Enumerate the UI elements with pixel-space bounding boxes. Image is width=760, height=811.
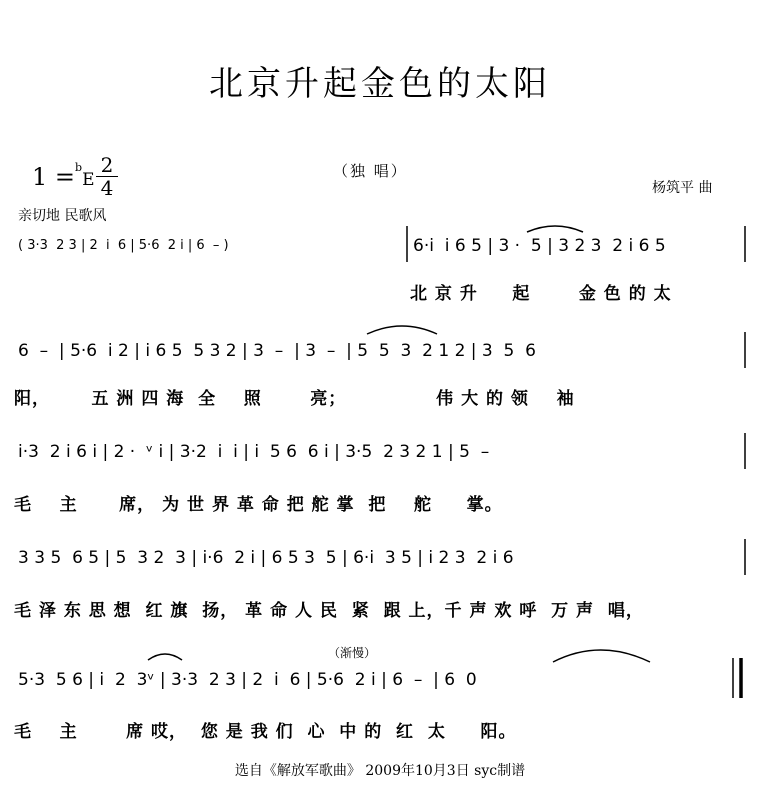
notes-line-5: 5·3 5 6 | i 2 3ᵛ | 3·3 2 3 | 2 i 6 | 5·6 2 i | 6 – | 6 0 — [18, 670, 477, 690]
lyrics-line-1: 北 京 升 起 金 色 的 太 — [410, 284, 672, 304]
tempo-marking: 亲切地 民歌风 — [18, 208, 107, 224]
notes-line-4: 3 3 5 6 5 | 5 3 2 3 | i·6 2 i | 6 5 3 5 | 6·i 3 5 | i 2 3 2 i 6 — [18, 548, 514, 568]
key-signature — [32, 163, 94, 191]
source-footer: 选自《解放军歌曲》 2009年10月3日 syc制谱 — [234, 763, 526, 779]
notes-line-1: 6·i i 6 5 | 3 · 5 | 3 2 3 2 i 6 5 — [413, 236, 666, 256]
lyrics-line-2: 阳， 五 洲 四 海 全 照 亮； 伟 大 的 领 袖 — [14, 389, 575, 409]
key-note: E — [82, 170, 95, 190]
notes-line-2: 6 – | 5·6 i 2 | i 6 5 5 3 2 | 3 – | 3 – | 5 5 3 2 1 2 | 3 5 6 — [18, 341, 536, 361]
key-prefix: 1 = — [32, 163, 76, 191]
lyrics-line-4: 毛 泽 东 思 想 红 旗 扬， 革 命 人 民 紧 跟 上，千 声 欢 呼 万 声 唱， — [14, 601, 644, 621]
tempo-change: （渐慢） — [328, 646, 377, 660]
notes-line-3: i·3 2 i 6 i | 2 · ᵛ i | 3·2 i i | i 5 6 6 i | 3·5 2 3 2 1 | 5 – — [18, 442, 490, 462]
lyrics-line-3: 毛 主 席， 为 世 界 革 命 把 舵 掌 把 舵 掌。 — [14, 495, 503, 515]
performance-note: （独 唱） — [333, 162, 408, 180]
time-bottom: 4 — [100, 176, 114, 200]
intro-notes: ( 3·3 2 3 | 2 i 6 | 5·6 2 i | 6 – ) — [18, 238, 229, 253]
song-title: 北京升起金色的太阳 — [209, 64, 551, 104]
lyrics-line-5: 毛 主 席 哎， 您 是 我 们 心 中 的 红 太 阳。 — [14, 722, 517, 742]
flat-sign: b — [75, 161, 83, 174]
composer-credit: 杨筑平 曲 — [652, 180, 713, 196]
time-top: 2 — [96, 154, 118, 177]
time-signature — [96, 154, 118, 199]
